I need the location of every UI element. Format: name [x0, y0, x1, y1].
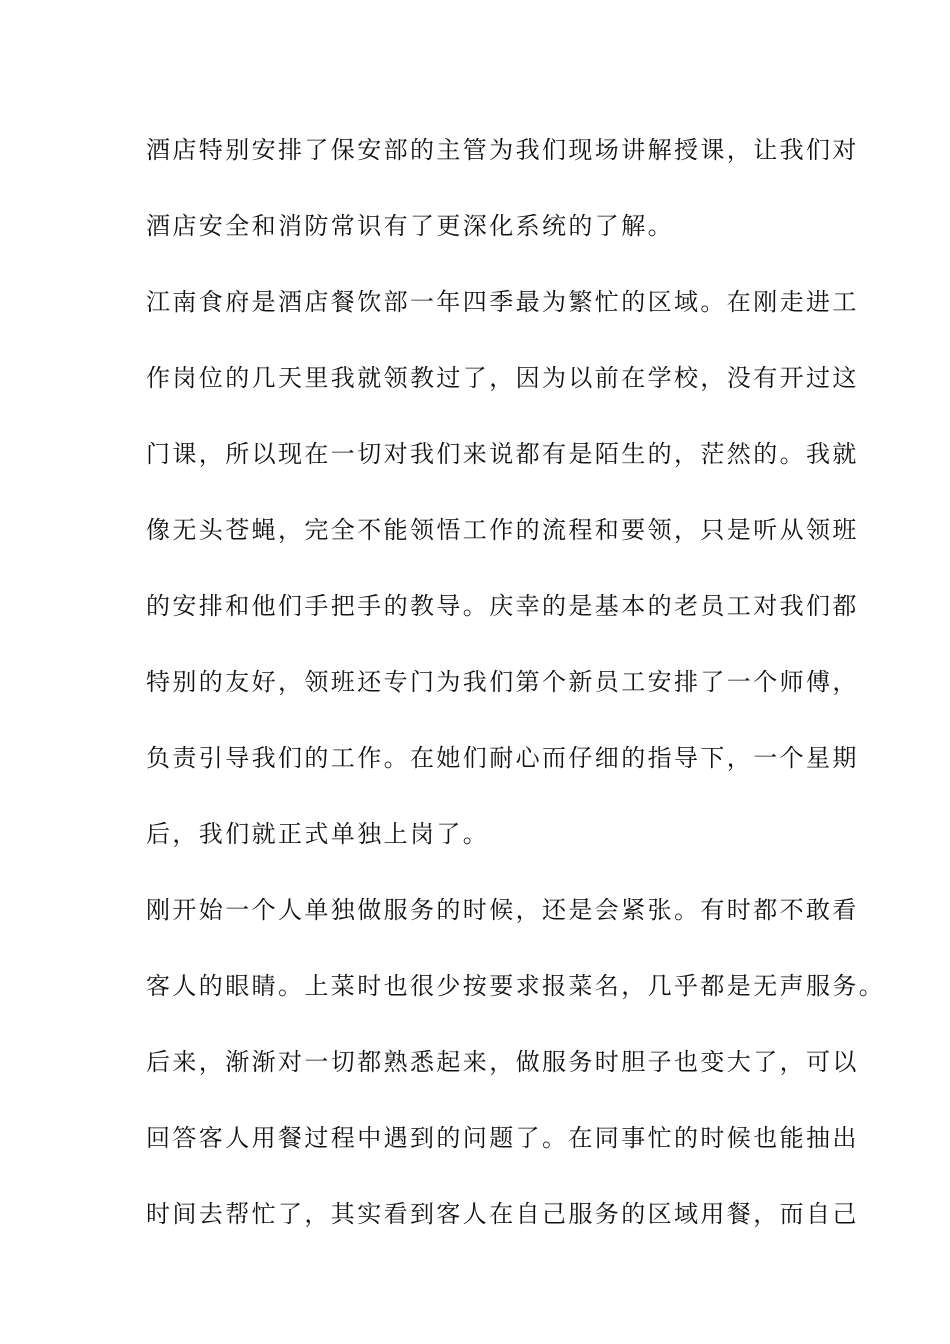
text-line: 客人的眼睛。上菜时也很少按要求报菜名，几乎都是无声服务。 — [146, 972, 886, 1000]
text-line: 负责引导我们的工作。在她们耐心而仔细的指导下，一个星期 — [146, 744, 859, 772]
text-line: 后，我们就正式单独上岗了。 — [146, 820, 490, 848]
text-line: 刚开始一个人单独做服务的时候，还是会紧张。有时都不敢看 — [146, 896, 859, 924]
text-line: 江南食府是酒店餐饮部一年四季最为繁忙的区域。在刚走进工 — [146, 288, 859, 316]
text-line: 像无头苍蝇，完全不能领悟工作的流程和要领，只是听从领班 — [146, 516, 859, 544]
text-line: 的安排和他们手把手的教导。庆幸的是基本的老员工对我们都 — [146, 592, 859, 620]
text-line: 后来，渐渐对一切都熟悉起来，做服务时胆子也变大了，可以 — [146, 1048, 859, 1076]
text-line: 酒店特别安排了保安部的主管为我们现场讲解授课，让我们对 — [146, 136, 859, 164]
text-line: 特别的友好，领班还专门为我们第个新员工安排了一个师傅， — [146, 668, 859, 696]
text-line: 门课，所以现在一切对我们来说都有是陌生的，茫然的。我就 — [146, 440, 859, 468]
text-line: 时间去帮忙了，其实看到客人在自己服务的区域用餐，而自己 — [146, 1200, 859, 1228]
text-line: 作岗位的几天里我就领教过了，因为以前在学校，没有开过这 — [146, 364, 859, 392]
text-line: 回答客人用餐过程中遇到的问题了。在同事忙的时候也能抽出 — [146, 1124, 859, 1152]
text-line: 酒店安全和消防常识有了更深化系统的了解。 — [146, 212, 674, 240]
